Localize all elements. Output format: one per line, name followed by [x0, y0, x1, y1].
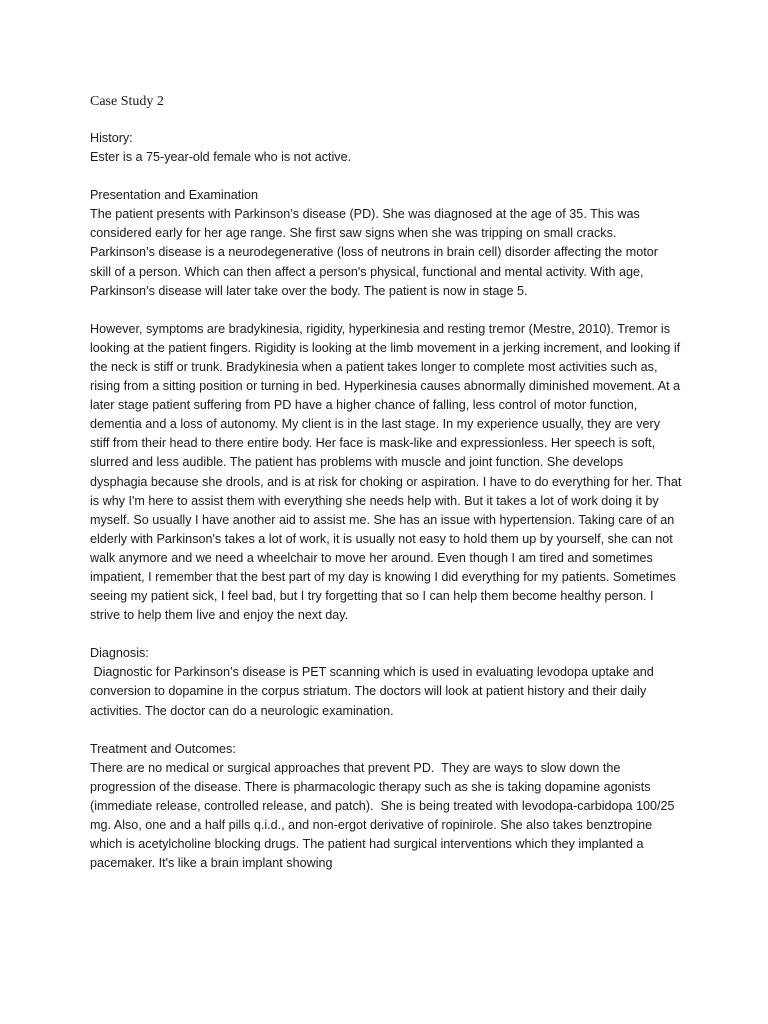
diagnosis-heading: Diagnosis:	[90, 646, 149, 661]
spacer	[90, 721, 682, 740]
presentation-paragraph: The patient presents with Parkinson’s disease (PD). She was diagnosed at the age of 35. This was considered early for her age range. She first saw signs when she was tripping on small cracks. Parkinson’s disease is a neurodegenerative (loss of neutrons in brain cell) disorder affecting the motor skill of a person. Which can then affect a person's physical, functional and mental activity. With age, Parkinson’s disease will later take over the body. The patient is now in stage 5.	[90, 207, 658, 298]
document-body	[90, 92, 682, 873]
document-title: Case Study 2	[90, 94, 164, 109]
spacer	[90, 625, 682, 644]
treatment-paragraph: There are no medical or surgical approaches that prevent PD. They are ways to slow down the progression of the disease. There is pharmacologic therapy such as she is taking dopamine agonists (immediate release, controlled release, and patch). She is being treated with levodopa-carbidopa 100/25 mg. Also, one and a half pills q.i.d., and non-ergot derivative of ropinirole. She also takes benztropine which is acetylcholine blocking drugs. The patient had surgical interventions which they implanted a pacemaker. It's like a brain implant showing	[90, 760, 679, 871]
spacer	[90, 167, 682, 186]
history-paragraph: Ester is a 75-year-old female who is not active.	[90, 150, 352, 165]
history-heading: History:	[90, 131, 133, 145]
symptoms-paragraph: However, symptoms are bradykinesia, rigidity, hyperkinesia and resting tremor (Mestre, 2010). Tremor is looking at the patient fingers. Rigidity is looking at the limb movement in a jerking increment, and looking if the neck is stiff or trunk. Bradykinesia when a patient takes longer to complete most activities such as, rising from a sitting position or turning in bed. Hyperkinesia causes abnormally diminished movement. At a later stage patient suffering from PD have a higher chance of falling, less control of motor function, dementia and a loss of autonomy. My client is in the last stage. In my experience usually, they are very stiff from their head to there entire body. Her face is mask-like and expressionless. Her speech is soft, slurred and less audible. The patient has problems with muscle and joint function. She develops dysphagia because she drools, and is at risk for choking or aspiration. I have to do everything for her. That is why I'm here to assist them with everything she needs help with. But it takes a lot of work doing it by myself. So usually I have another aid to assist me. She has an issue with hypertension. Taking care of an elderly with Parkinson's takes a lot of work, it is usually not easy to hold them up by yourself, she can not walk anymore and we need a wheelchair to move her around. Even though I am tired and sometimes impatient, I remember that the best part of my day is knowing I did everything for my patients. Sometimes seeing my patient sick, I feel bad, but I try forgetting that so I can help them become healthy person. I strive to help them live and enjoy the next day.	[90, 321, 682, 623]
presentation-heading: Presentation and Examination	[90, 188, 259, 203]
treatment-heading: Treatment and Outcomes:	[90, 741, 236, 756]
spacer	[90, 301, 682, 320]
diagnosis-paragraph: Diagnostic for Parkinson’s disease is PET scanning which is used in evaluating levodopa uptake and conversion to dopamine in the corpus striatum. The doctors will look at patient history and their daily activities. The doctor can do a neurologic examination.	[90, 665, 658, 718]
